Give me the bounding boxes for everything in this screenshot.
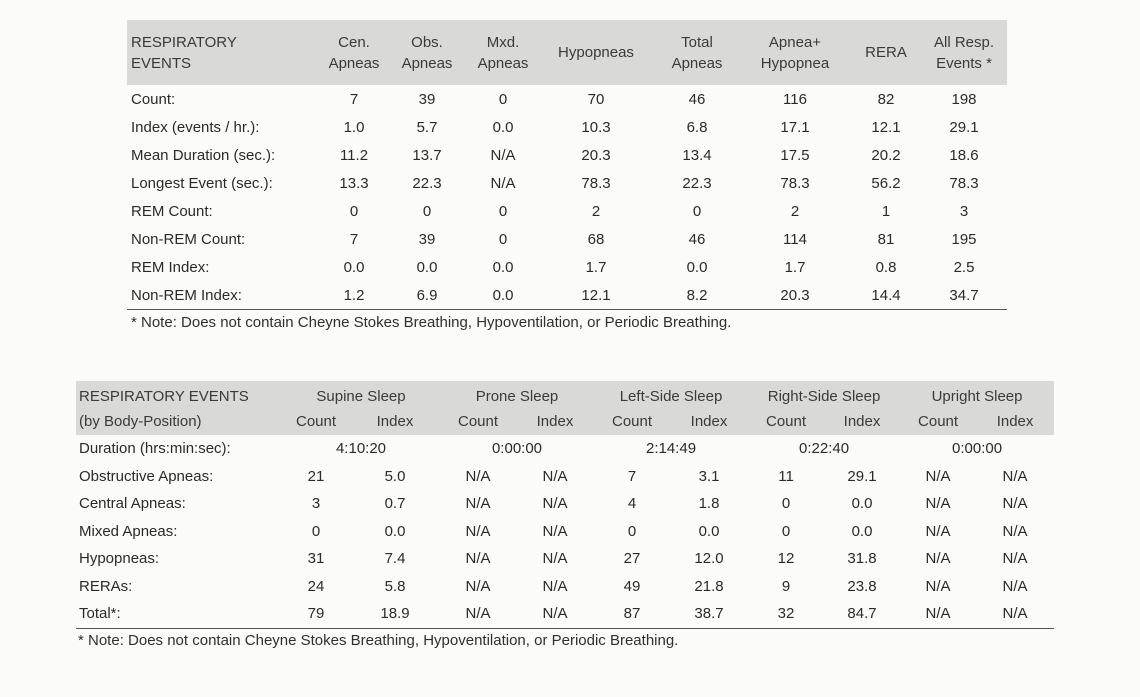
table-cell: N/A bbox=[925, 522, 951, 540]
row-label: Count: bbox=[131, 90, 176, 108]
column-header-all-resp-events: All Resp. Events * bbox=[933, 33, 995, 72]
table-cell: 7 bbox=[349, 230, 359, 248]
table-cell: N/A bbox=[542, 550, 568, 568]
column-group-upright: Upright Sleep bbox=[931, 387, 1023, 405]
table-cell: 7.4 bbox=[384, 550, 406, 568]
column-group-right-side: Right-Side Sleep bbox=[767, 387, 881, 405]
table-cell: 24 bbox=[307, 577, 325, 595]
table-cell: 34.7 bbox=[921, 281, 1007, 310]
table-cell: 12 bbox=[777, 550, 795, 568]
table-cell: 78.3 bbox=[780, 174, 810, 192]
table-cell: N/A bbox=[925, 550, 951, 568]
column-header-count: Count bbox=[918, 412, 959, 430]
table-cell: 0 bbox=[498, 230, 508, 248]
table-row bbox=[127, 141, 1007, 169]
respiratory-events-table bbox=[127, 20, 1007, 310]
table-cell: 5.0 bbox=[384, 467, 406, 485]
table-cell: 0.0 bbox=[492, 118, 514, 136]
table-cell: N/A bbox=[542, 467, 568, 485]
table1-footnote: * Note: Does not contain Cheyne Stokes Breathing, Hypoventilation, or Periodic Breathing. bbox=[131, 314, 732, 331]
table-cell: N/A bbox=[516, 600, 594, 628]
row-label: Mixed Apneas: bbox=[79, 522, 178, 540]
row-label: Index (events / hr.): bbox=[131, 118, 260, 136]
column-group-supine: Supine Sleep bbox=[316, 387, 406, 405]
table-row bbox=[127, 85, 1007, 113]
table-cell: 0.0 bbox=[698, 522, 720, 540]
table-cell: N/A bbox=[440, 600, 516, 628]
table-cell: 2 bbox=[790, 202, 800, 220]
table-cell: N/A bbox=[542, 495, 568, 513]
table-cell: 1.7 bbox=[784, 258, 806, 276]
table-cell: 0 bbox=[627, 522, 637, 540]
table2-subtitle: (by Body-Position) bbox=[79, 412, 202, 430]
table-cell: 21.8 bbox=[694, 577, 724, 595]
table-cell: 1.8 bbox=[698, 495, 720, 513]
table-cell: 13.7 bbox=[412, 146, 442, 164]
table-cell: 31 bbox=[307, 550, 325, 568]
table-cell: 9 bbox=[781, 577, 791, 595]
table-cell: 12.0 bbox=[694, 550, 724, 568]
table-cell: 0.0 bbox=[343, 258, 365, 276]
row-label: Duration (hrs:min:sec): bbox=[79, 440, 231, 458]
table-cell: 78.3 bbox=[581, 174, 611, 192]
table-cell: 0 bbox=[781, 495, 791, 513]
row-label: Non-REM Count: bbox=[131, 230, 246, 248]
table-cell: 0.0 bbox=[384, 522, 406, 540]
table-cell: 6.8 bbox=[686, 118, 708, 136]
table-cell: 116 bbox=[783, 90, 807, 108]
table-row bbox=[76, 545, 1054, 573]
table-cell: N/A bbox=[465, 495, 491, 513]
table-header-row bbox=[76, 381, 1054, 409]
body-position-table bbox=[76, 381, 1054, 629]
table-cell: 0.0 bbox=[469, 281, 537, 310]
table-cell: 10.3 bbox=[581, 118, 611, 136]
table-cell: 0.0 bbox=[492, 258, 514, 276]
table-cell: 3.1 bbox=[698, 467, 720, 485]
column-header-central-apneas: Cen. Apneas bbox=[328, 33, 380, 72]
table-cell: N/A bbox=[1002, 522, 1028, 540]
column-header-respiratory-events: RESPIRATORY EVENTS bbox=[131, 33, 237, 72]
table-cell: 82 bbox=[877, 90, 895, 108]
duration-cell: 0:00:00 bbox=[952, 440, 1003, 458]
column-header-count: Count bbox=[766, 412, 807, 430]
table-cell: 1.0 bbox=[343, 118, 365, 136]
table-cell: 17.1 bbox=[780, 118, 810, 136]
table-cell: N/A bbox=[1002, 495, 1028, 513]
row-label: Mean Duration (sec.): bbox=[131, 146, 276, 164]
table-cell: N/A bbox=[490, 146, 516, 164]
table-cell: 0 bbox=[311, 522, 321, 540]
table-header-row bbox=[127, 20, 1007, 85]
table-cell: 79 bbox=[282, 600, 350, 628]
table-row bbox=[76, 573, 1054, 601]
table-cell: 0.0 bbox=[416, 258, 438, 276]
table-cell: 11 bbox=[778, 467, 794, 485]
column-header-index: Index bbox=[376, 412, 414, 430]
table-cell: 0 bbox=[498, 90, 508, 108]
table-cell: 21 bbox=[307, 467, 325, 485]
column-header-index: Index bbox=[536, 412, 574, 430]
table-cell: 78.3 bbox=[949, 174, 979, 192]
duration-cell: 2:14:49 bbox=[645, 440, 697, 458]
table-row bbox=[127, 169, 1007, 197]
table-cell: N/A bbox=[542, 577, 568, 595]
table-cell: 0.0 bbox=[851, 522, 873, 540]
duration-cell: 0:22:40 bbox=[799, 440, 850, 458]
table-row bbox=[76, 463, 1054, 491]
table-cell: 81 bbox=[877, 230, 895, 248]
table2-title: RESPIRATORY EVENTS bbox=[79, 387, 249, 405]
table-cell: N/A bbox=[925, 577, 951, 595]
table-cell: 49 bbox=[623, 577, 641, 595]
table-cell: 14.4 bbox=[851, 281, 921, 310]
column-header-count: Count bbox=[295, 412, 337, 430]
table-cell: 22.3 bbox=[412, 174, 442, 192]
table-row bbox=[127, 225, 1007, 253]
column-header-index: Index bbox=[690, 412, 728, 430]
table-subheader-row bbox=[76, 409, 1054, 435]
table-cell: N/A bbox=[976, 600, 1054, 628]
column-group-left-side: Left-Side Sleep bbox=[619, 387, 723, 405]
table-cell: 23.8 bbox=[847, 577, 877, 595]
table-row bbox=[127, 281, 1007, 310]
table-cell: N/A bbox=[465, 550, 491, 568]
table-cell: 1.2 bbox=[323, 281, 385, 310]
table-cell: 46 bbox=[688, 230, 706, 248]
table-row bbox=[127, 113, 1007, 141]
table-cell: 114 bbox=[783, 230, 807, 248]
table-cell: 18.9 bbox=[350, 600, 440, 628]
table-row bbox=[127, 197, 1007, 225]
table-cell: 17.5 bbox=[780, 146, 810, 164]
table-cell: 1.7 bbox=[585, 258, 607, 276]
column-header-mixed-apneas: Mxd. Apneas bbox=[477, 33, 529, 72]
table-cell: 32 bbox=[748, 600, 824, 628]
table-cell: 0.0 bbox=[686, 258, 708, 276]
table-cell: N/A bbox=[490, 174, 516, 192]
table-cell: 87 bbox=[594, 600, 670, 628]
table-cell: 6.9 bbox=[385, 281, 469, 310]
row-label: Obstructive Apneas: bbox=[79, 467, 214, 485]
column-header-total-apneas: Total Apneas bbox=[671, 33, 723, 72]
table-cell: 3 bbox=[959, 202, 969, 220]
table-cell: 31.8 bbox=[847, 550, 877, 568]
column-header-count: Count bbox=[611, 412, 653, 430]
table-cell: 70 bbox=[587, 90, 605, 108]
table-cell: N/A bbox=[925, 495, 951, 513]
table-cell: 0 bbox=[692, 202, 702, 220]
column-header-apnea-hypopnea: Apnea+ Hypopnea bbox=[760, 33, 830, 72]
table-cell: 68 bbox=[587, 230, 605, 248]
duration-cell: 4:10:20 bbox=[335, 440, 387, 458]
table-cell: 20.3 bbox=[739, 281, 851, 310]
row-label: Non-REM Index: bbox=[127, 281, 323, 310]
row-label: Total*: bbox=[76, 600, 282, 628]
table-cell: 195 bbox=[951, 230, 977, 248]
table-row bbox=[76, 490, 1054, 518]
table-cell: 13.4 bbox=[682, 146, 712, 164]
table-cell: N/A bbox=[465, 467, 491, 485]
table-cell: 20.3 bbox=[581, 146, 611, 164]
table-cell: N/A bbox=[900, 600, 976, 628]
table-row bbox=[127, 253, 1007, 281]
table-cell: 3 bbox=[311, 495, 321, 513]
table-cell: N/A bbox=[465, 522, 491, 540]
table-cell: 8.2 bbox=[655, 281, 739, 310]
row-label: Central Apneas: bbox=[79, 495, 186, 513]
table-cell: 39 bbox=[418, 230, 436, 248]
table-cell: 0 bbox=[349, 202, 359, 220]
row-label: REM Index: bbox=[131, 258, 210, 276]
column-group-prone: Prone Sleep bbox=[475, 387, 559, 405]
column-header-rera: RERA bbox=[865, 44, 907, 61]
table-cell: 20.2 bbox=[871, 146, 901, 164]
table-cell: N/A bbox=[465, 577, 491, 595]
table-cell: N/A bbox=[925, 467, 951, 485]
row-label: Longest Event (sec.): bbox=[131, 174, 273, 192]
table-cell: N/A bbox=[1002, 467, 1028, 485]
row-label: Hypopneas: bbox=[79, 550, 160, 568]
duration-cell: 0:00:00 bbox=[491, 440, 543, 458]
table-row bbox=[76, 600, 1054, 628]
table-cell: 0 bbox=[498, 202, 508, 220]
table-cell: 2.5 bbox=[953, 258, 975, 276]
column-header-count: Count bbox=[457, 412, 499, 430]
table-cell: 4 bbox=[627, 495, 637, 513]
column-header-index: Index bbox=[843, 412, 881, 430]
table-cell: 29.1 bbox=[847, 467, 877, 485]
table-cell: 0 bbox=[781, 522, 791, 540]
table-cell: 0 bbox=[422, 202, 432, 220]
table-cell: 0.7 bbox=[384, 495, 406, 513]
table-cell: 7 bbox=[627, 467, 637, 485]
table-cell: 46 bbox=[688, 90, 706, 108]
table-cell: 22.3 bbox=[682, 174, 712, 192]
table-cell: 5.7 bbox=[416, 118, 438, 136]
table-cell: 12.1 bbox=[871, 118, 901, 136]
respiratory-events-by-position bbox=[76, 381, 1054, 649]
table-cell: 5.8 bbox=[384, 577, 406, 595]
table-cell: 39 bbox=[418, 90, 436, 108]
table-cell: 198 bbox=[951, 90, 977, 108]
respiratory-events-summary bbox=[127, 20, 1007, 331]
table-cell: 7 bbox=[349, 90, 359, 108]
table-cell: 84.7 bbox=[824, 600, 900, 628]
table-cell: 56.2 bbox=[871, 174, 901, 192]
table-cell: N/A bbox=[1002, 577, 1028, 595]
row-label: REM Count: bbox=[131, 202, 213, 220]
table-cell: N/A bbox=[542, 522, 568, 540]
table-cell: N/A bbox=[1002, 550, 1028, 568]
table-cell: 13.3 bbox=[339, 174, 369, 192]
table-cell: 12.1 bbox=[537, 281, 655, 310]
table-cell: 0.8 bbox=[875, 258, 897, 276]
table-cell: 0.0 bbox=[851, 495, 873, 513]
row-label: RERAs: bbox=[79, 577, 133, 595]
column-header-hypopneas: Hypopneas bbox=[558, 44, 634, 61]
column-header-obstructive-apneas: Obs. Apneas bbox=[401, 33, 453, 72]
table-cell: 2 bbox=[591, 202, 601, 220]
table-cell: 1 bbox=[881, 202, 891, 220]
table-cell: 38.7 bbox=[670, 600, 748, 628]
table-cell: 11.2 bbox=[339, 146, 369, 164]
table-cell: 18.6 bbox=[949, 146, 979, 164]
duration-row bbox=[76, 435, 1054, 463]
table-row bbox=[76, 518, 1054, 546]
table-cell: 29.1 bbox=[949, 118, 979, 136]
column-header-index: Index bbox=[996, 412, 1034, 430]
table2-footnote: * Note: Does not contain Cheyne Stokes Breathing, Hypoventilation, or Periodic Breathing. bbox=[78, 631, 679, 649]
table-cell: 27 bbox=[623, 550, 641, 568]
